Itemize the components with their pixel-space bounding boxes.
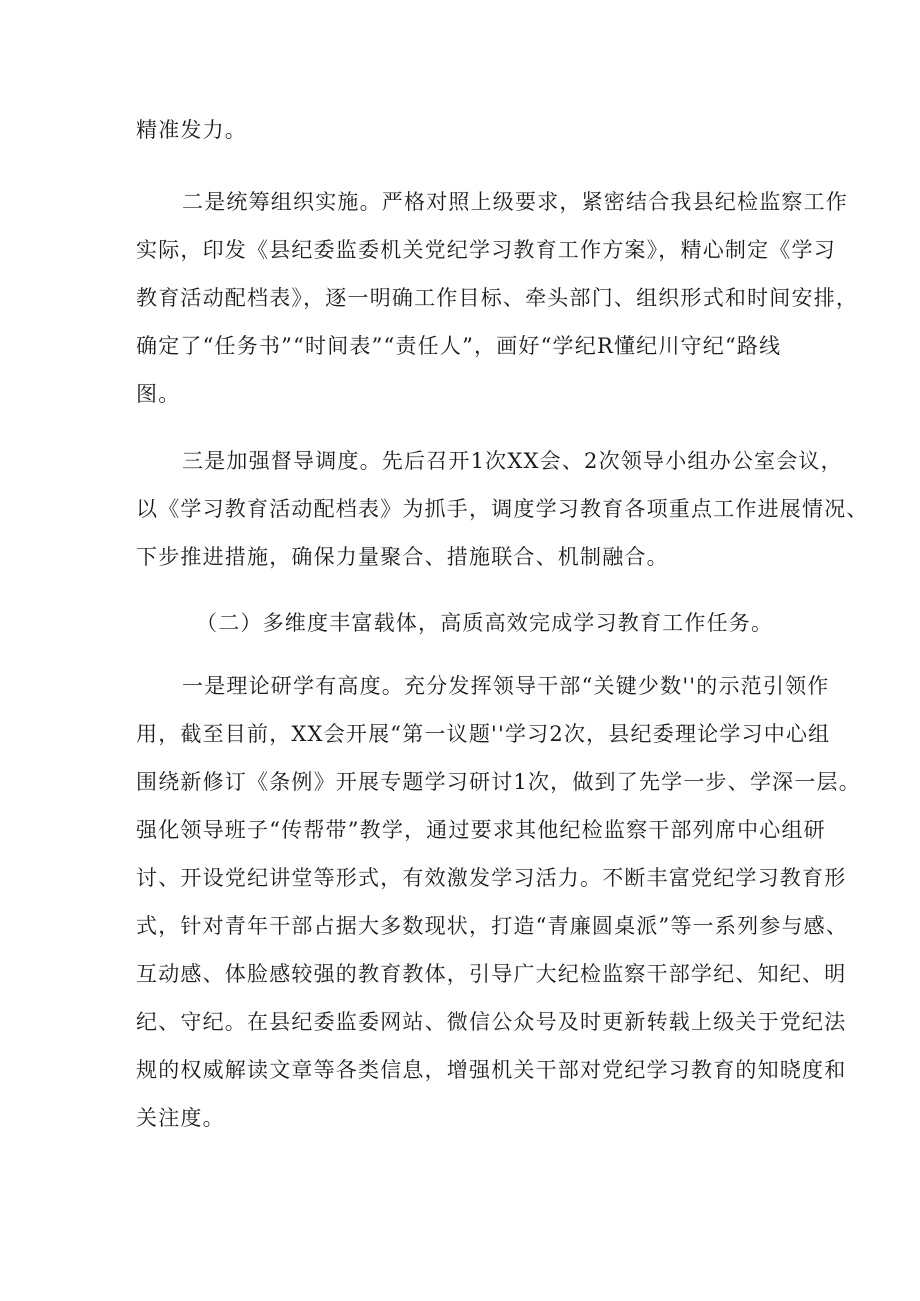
text-line: 用，截至目前，XX会开展“第一议题''学习2次，县纪委理论学习中心组 [136, 722, 831, 746]
paragraph-supervision [136, 437, 869, 581]
text-line: 互动感、体脸感较强的教育教体，引导广大纪检监察干部学纪、知纪、明 [136, 962, 847, 986]
text-line: 纪、守纪。在县纪委监委网站、微信公众号及时更新转载上级关于党纪法 [136, 1010, 847, 1034]
text-line: 实际，印发《县纪委监委机关党纪学习教育工作方案》，精心制定《学习 [136, 238, 836, 262]
heading-text: （二）多维度丰富载体，高质高效完成学习教育工作任务。 [196, 611, 774, 635]
text-line: 式，针对青年干部占据大多数现状，打造“青廉圆桌派”等一系列参与感、 [136, 914, 849, 938]
text-line: 二是统筹组织实施。严格对照上级要求，紧密结合我县纪检监察工作 [182, 190, 848, 214]
text-line: 一是理论研学有高度。充分发挥领导干部“关键少数''的示范引领作 [182, 674, 830, 698]
text-line: 关注度。 [136, 1106, 225, 1130]
text-line: 教育活动配档表》，逐一明确工作目标、牵头部门、组织形式和时间安排， [136, 286, 859, 310]
text-line: 讨、开设党纪讲堂等形式，有效激发学习活力。不断丰富党纪学习教育形 [136, 866, 847, 890]
text-line: 确定了“任务书”“时间表”“责任人”，画好“学纪R懂纪川守纪“路线 [136, 334, 782, 358]
text-line: 围绕新修订《条例》开展专题学习研讨1次，做到了先学一步、学深一层。 [136, 770, 861, 794]
paragraph-theory-study [136, 662, 861, 1142]
text-line: 规的权威解读文章等各类信息，增强机关干部对党纪学习教育的知晓度和 [136, 1058, 847, 1082]
text-line: 下步推进措施，确保力量聚合、措施联合、机制融合。 [136, 545, 669, 569]
text-line: 精准发力。 [136, 118, 247, 142]
paragraph-coordinate-implementation [136, 178, 859, 418]
text-line: 强化领导班子“传帮带”教学，通过要求其他纪检监察干部列席中心组研 [136, 818, 826, 842]
text-line: 三是加强督导调度。先后召开1次XX会、2次领导小组办公室会议， [182, 449, 843, 473]
text-line: 图。 [136, 382, 181, 406]
paragraph-continuation [136, 106, 796, 154]
text-line: 以《学习教育活动配档表》为抓手，调度学习教育各项重点工作进展情况、 [136, 497, 869, 521]
section-heading [136, 599, 796, 647]
